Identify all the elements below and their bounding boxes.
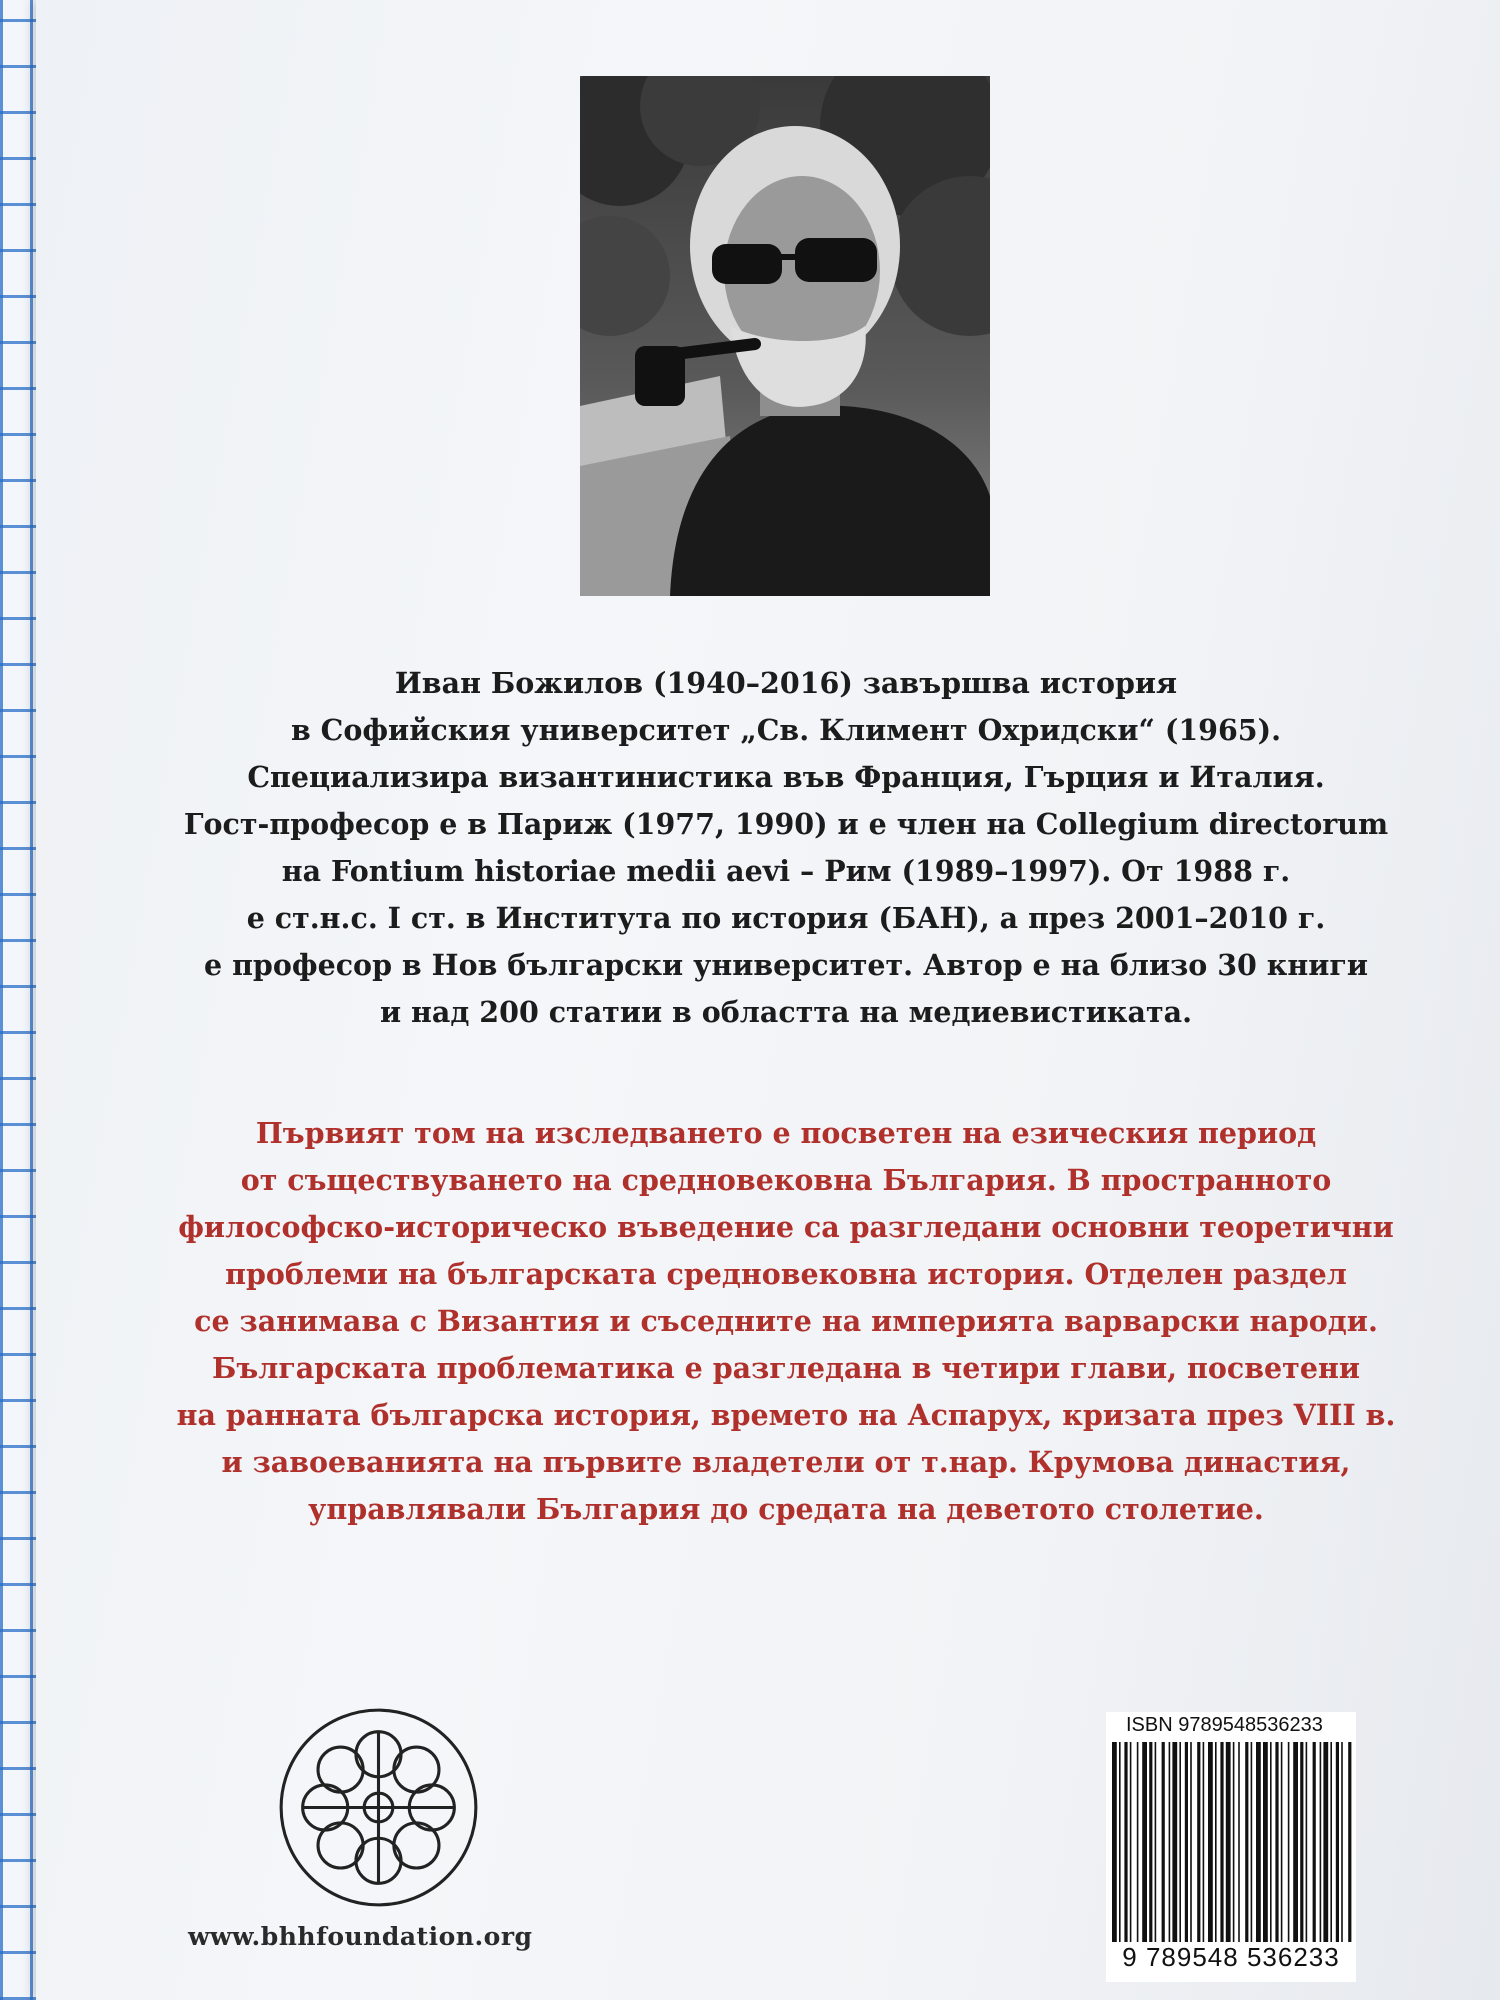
book-back-cover (36, 0, 1500, 2000)
blurb-line: Първият том на изследването е посветен на езическия период (255, 1116, 1317, 1150)
bio-line: на Fontium historiae medii aevi – Рим (1989–1997). От 1988 г. (281, 854, 1291, 888)
bio-line: и над 200 статии в областта на медиевистиката. (379, 995, 1192, 1029)
blurb-line: се занимава с Византия и съседните на империята варварски народи. (194, 1304, 1378, 1338)
isbn-digits: 9 789548 536233 (1122, 1942, 1340, 1972)
publisher-website: www.bhhfoundation.org (188, 1922, 533, 1951)
blurb-line: проблеми на българската средновековна история. Отделен раздел (225, 1257, 1347, 1291)
barcode-bars (1106, 1742, 1356, 1942)
blurb-line: на ранната българска история, времето на Аспарух, кризата през VIII в. (176, 1398, 1396, 1432)
blurb-line: философско-историческо въведение са разгледани основни теоретични (178, 1210, 1394, 1244)
blurb-line: управлявали България до средата на деветото столетие. (308, 1492, 1264, 1526)
bio-line: Гост-професор е в Париж (1977, 1990) и е член на Collegium directorum (183, 807, 1389, 841)
bio-line: е ст.н.с. I ст. в Института по история (БАН), а през 2001–2010 г. (246, 901, 1326, 935)
bio-line: Специализира византинистика във Франция, Гърция и Италия. (247, 760, 1325, 794)
bio-line: е професор в Нов български университет. Автор е на близо 30 книги (204, 948, 1368, 982)
blurb-line: от съществуването на средновековна България. В пространното (240, 1163, 1332, 1197)
isbn-label: ISBN 9789548536233 (1126, 1714, 1323, 1736)
author-biography (156, 660, 1416, 1036)
publisher-logo (276, 1705, 481, 1910)
blurb-line: Българската проблематика е разгледана в четири глави, посветени (212, 1351, 1360, 1385)
isbn-barcode (1106, 1712, 1356, 1982)
bio-line: Иван Божилов (1940–2016) завършва история (394, 666, 1178, 700)
bio-line: в Софийския университет „Св. Климент Охридски“ (1965). (290, 713, 1282, 747)
author-photo (580, 76, 990, 596)
book-description (146, 1110, 1426, 1533)
blurb-line: и завоеванията на първите владетели от т.нар. Крумова династия, (221, 1445, 1351, 1479)
